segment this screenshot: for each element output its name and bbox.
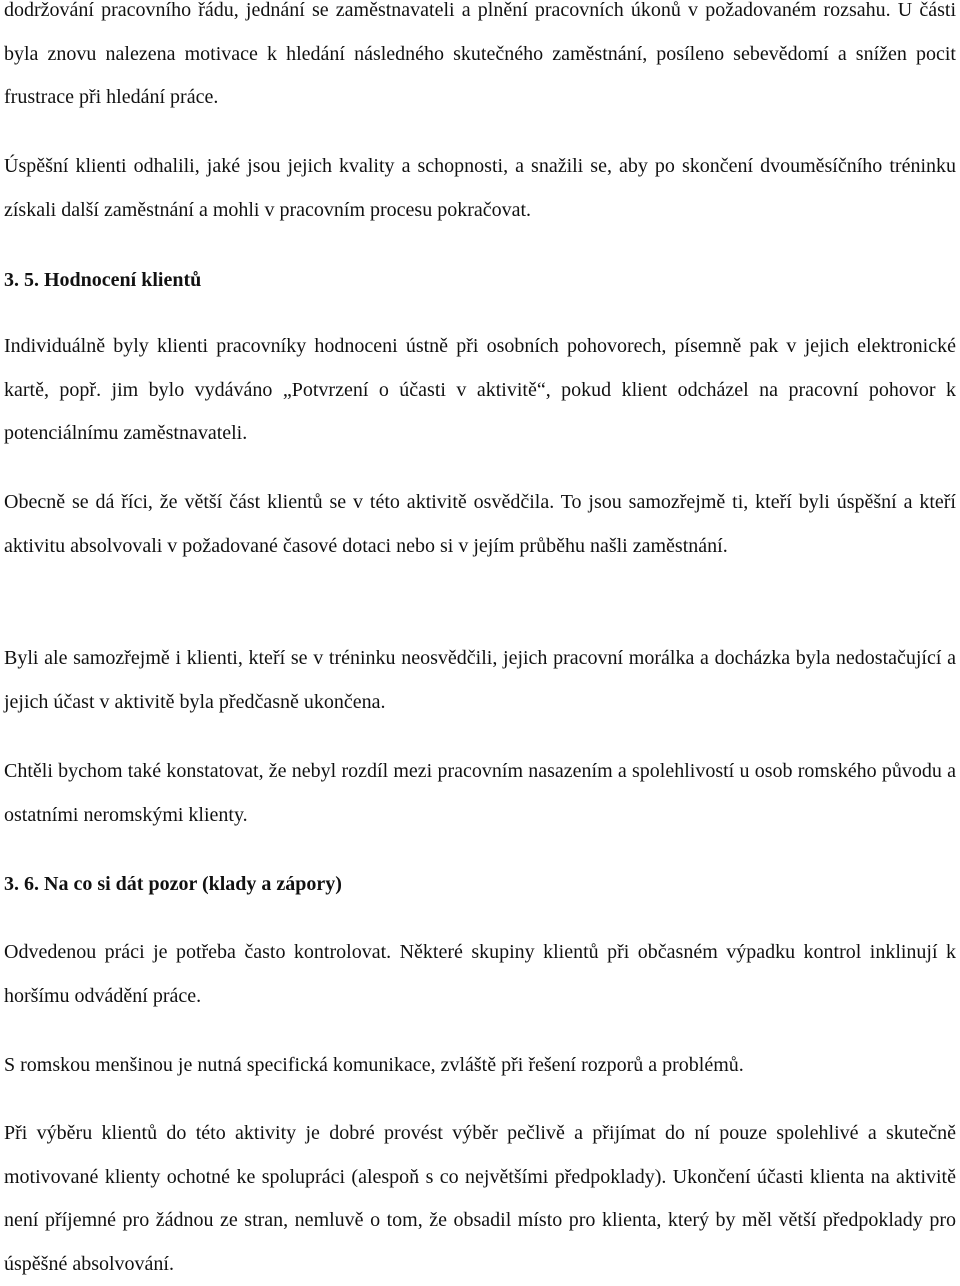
paragraph-roma-comparison: Chtěli bychom také konstatovat, že nebyl rozdíl mezi pracovním nasazením a spolehlivostí u osob romského původu a ostatními neromskými klienty. [4,760,956,826]
paragraph-client-evaluation: Individuálně byly klienti pracovníky hodnoceni ústně při osobních pohovorech, písemně pak v jejich elektronické kartě, popř. jim bylo vydáváno „Potvrzení o účasti v aktivitě“, pokud klient odcházel na pracovní pohovor k potenciálnímu zaměstnavateli. [4,335,956,444]
section-heading-3-6: 3. 6. Na co si dát pozor (klady a zápory) [4,873,342,895]
paragraph-unsuccessful-clients: Byli ale samozřejmě i klienti, kteří se v tréninku neosvědčili, jejich pracovní morálka a docházka byla nedostačující a jejich účast v aktivitě byla předčasně ukončena. [4,647,956,713]
paragraph-client-selection: Při výběru klientů do této aktivity je dobré provést výběr pečlivě a přijímat do ní pouze spolehlivé a skutečně motivované klienty ochotné ke spolupráci (alespoň s co největšími předpoklady). Ukončení účasti klienta na aktivitě není příjemné pro žádnou ze stran, nemluvě o tom, že obsadil místo pro klienta, který by měl větší předpoklady pro úspěšné absolvování. [4,1122,956,1275]
paragraph-roma-communication: S romskou menšinou je nutná specifická komunikace, zvláště při řešení rozporů a problémů. [4,1054,744,1076]
paragraph-general-success: Obecně se dá říci, že větší část klientů se v této aktivitě osvědčila. To jsou samozřejmě ti, kteří byli úspěšní a kteří aktivitu absolvovali v požadované časové dotaci nebo si v jejím průběhu našli zaměstnání. [4,491,956,557]
paragraph-successful-clients: Úspěšní klienti odhalili, jaké jsou jejich kvality a schopnosti, a snažili se, aby po skončení dvouměsíčního tréninku získali další zaměstnání a mohli v pracovním procesu pokračovat. [4,155,956,221]
section-heading-3-5: 3. 5. Hodnocení klientů [4,269,202,291]
paragraph-continued: dodržování pracovního řádu, jednání se zaměstnavateli a plnění pracovních úkonů v požadovaném rozsahu. U části byla znovu nalezena motivace k hledání následného skutečného zaměstnání, posíleno sebevědomí a snížen pocit frustrace při hledání práce. [4,0,956,108]
paragraph-work-control: Odvedenou práci je potřeba často kontrolovat. Některé skupiny klientů při občasném výpadku kontrol inklinují k horšímu odvádění práce. [4,941,956,1007]
